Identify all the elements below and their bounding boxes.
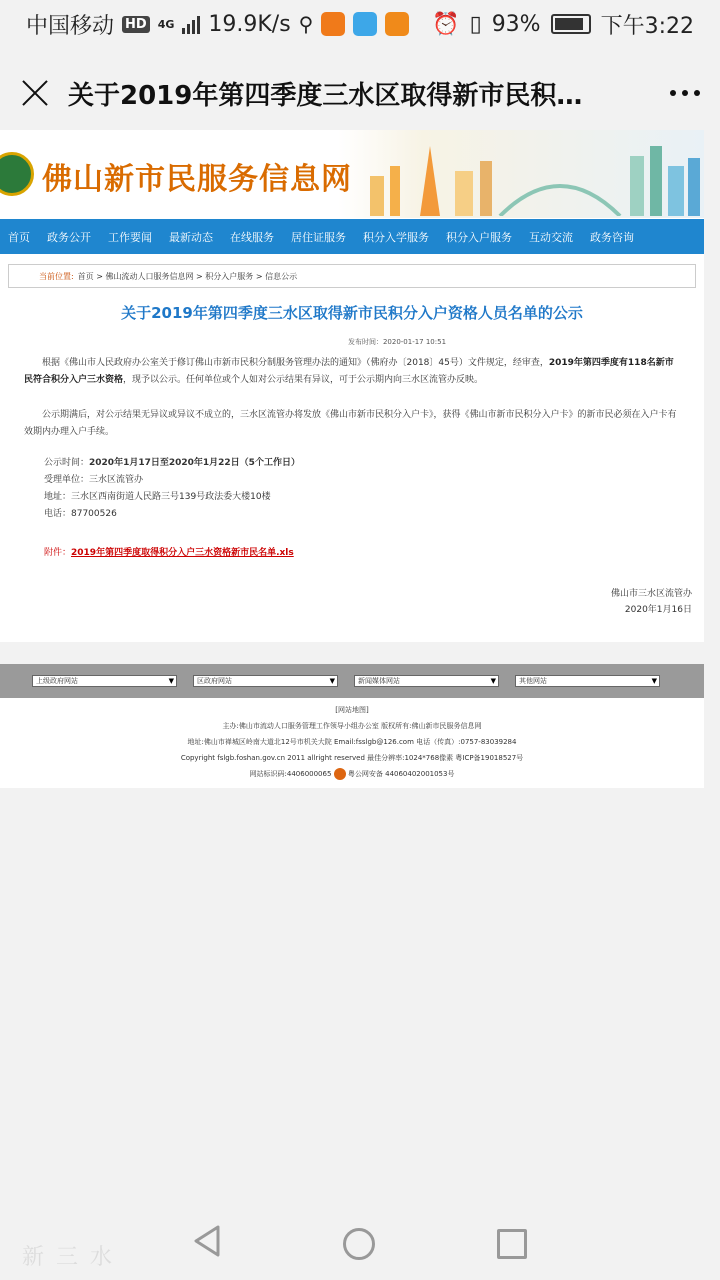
select-other-sites[interactable]: 其他网站 ▼ xyxy=(515,675,660,687)
article-paragraph-2 xyxy=(0,407,704,441)
links-selector-bar xyxy=(0,664,704,698)
alarm-icon: ⏰ xyxy=(432,11,460,37)
select-district-gov[interactable]: 区政府网站 ▼ xyxy=(193,675,338,687)
system-nav-bar xyxy=(0,1202,720,1280)
nav-work-news[interactable]: 工作要闻 xyxy=(108,230,152,244)
nav-residence-permit[interactable]: 居住证服务 xyxy=(291,230,346,244)
footer-site-id: 网站标识码:4406000065 xyxy=(249,770,332,778)
footer-line-3: Copyright fslgb.foshan.gov.cn 2011 allright reserved 最佳分辨率:1024*768像素 粤ICP备19018527号 xyxy=(180,754,524,762)
site-banner xyxy=(0,130,704,218)
footer-line-2: 地址:佛山市禅城区岭南大道北12号市机关大院 Email:fsslgb@126.com 电话（传真）:0757-83039284 xyxy=(187,738,517,746)
breadcrumb-path[interactable]: 首页 > 佛山流动人口服务信息网 > 积分入户服务 > 信息公示 xyxy=(77,271,298,281)
attachment-link[interactable]: 2019年第四季度取得积分入户三水资格新市民名单.xls xyxy=(71,548,294,558)
attachment xyxy=(0,545,704,558)
paper-plane-icon xyxy=(353,12,377,36)
net-speed: 19.9K/s xyxy=(208,11,291,37)
recents-icon[interactable] xyxy=(497,1229,527,1259)
attachment-label: 附件： xyxy=(44,548,72,558)
signal-icon xyxy=(182,14,200,34)
breadcrumb xyxy=(8,264,696,288)
back-icon[interactable] xyxy=(192,1224,222,1258)
nav-points-hukou[interactable]: 积分入户服务 xyxy=(446,230,512,244)
p1-text: 根据《佛山市人民政府办公室关于修订佛山市新市民积分制服务管理办法的通知》（佛府办〔2018〕45号）文件规定，经审查， xyxy=(42,358,549,368)
select-superior-gov[interactable]: 上级政府网站 ▼ xyxy=(32,675,177,687)
key-icon: ⚲ xyxy=(298,12,314,36)
browser-title-bar xyxy=(0,48,720,138)
article-paragraph-1 xyxy=(0,355,704,389)
nav-online-service[interactable]: 在线服务 xyxy=(230,230,274,244)
p1-bold: 2019年第四季度有118名新市民符合积分入户三水资格 xyxy=(24,358,674,385)
sign-date: 2020年1月16日 xyxy=(624,605,692,615)
site-name: 佛山新市民服务信息网 xyxy=(42,162,352,197)
unit-line: 受理单位：三水区流管办 xyxy=(44,475,144,485)
footer-line-1: 主办:佛山市流动人口服务管理工作领导小组办公室 版权所有:佛山新市民服务信息网 xyxy=(222,722,482,730)
site-footer xyxy=(0,664,704,788)
battery-percent: 93% xyxy=(491,11,541,37)
nav-latest[interactable]: 最新动态 xyxy=(169,230,213,244)
breadcrumb-label: 当前位置: xyxy=(39,271,74,281)
p1-text-end: ，现予以公示。任何单位或个人如对公示结果有异议，可于公示期内向三水区流管办反映。 xyxy=(123,375,484,385)
nav-home[interactable]: 首页 xyxy=(8,230,30,244)
sign-org: 佛山市三水区流管办 xyxy=(610,589,692,599)
watermark-text: 新三水 xyxy=(22,1245,125,1270)
period-label: 公示时间： xyxy=(44,458,90,468)
page-title: 关于2019年第四季度三水区取得新市民积… xyxy=(68,80,583,111)
p2-text: 公示期满后，对公示结果无异议或异议不成立的，三水区流管办将发放《佛山市新市民积分入户卡》，获得《佛山市新市民积分入户卡》的新市民必须在入户卡有效期内办理入户手续。 xyxy=(24,410,677,437)
uc-browser-icon xyxy=(321,12,345,36)
period-value: 2020年1月17日至2020年1月22日（5个工作日） xyxy=(89,458,300,468)
phone-line: 电话：87700526 xyxy=(44,509,117,519)
sitemap-link[interactable]: [网站地图] xyxy=(335,706,369,714)
hd-badge: HD xyxy=(122,16,150,33)
police-emblem-icon xyxy=(334,768,346,780)
article-title: 关于2019年第四季度三水区取得新市民积分入户资格人员名单的公示 xyxy=(121,304,583,322)
close-icon[interactable] xyxy=(20,78,50,108)
more-options-icon[interactable] xyxy=(670,90,700,96)
site-logo-icon xyxy=(0,152,34,196)
network-type: 4G xyxy=(157,17,175,31)
nav-interaction[interactable]: 互动交流 xyxy=(529,230,573,244)
main-nav xyxy=(0,218,704,254)
footer-text xyxy=(0,698,704,788)
status-bar xyxy=(0,0,720,48)
nav-consult[interactable]: 政务咨询 xyxy=(590,230,634,244)
notice-info xyxy=(0,455,704,523)
address-line: 地址：三水区西南街道人民路三号139号政法委大楼10楼 xyxy=(44,492,271,502)
skyline-illustration xyxy=(360,136,704,216)
home-icon[interactable] xyxy=(343,1228,375,1260)
clock: 下午3:22 xyxy=(600,13,694,39)
nav-points-school[interactable]: 积分入学服务 xyxy=(363,230,429,244)
publish-time: 发布时间：2020-01-17 10:51 xyxy=(347,338,447,346)
battery-icon xyxy=(551,14,591,34)
vibrate-icon: ▯ xyxy=(469,11,482,37)
carrier-label: 中国移动 xyxy=(26,13,115,39)
nav-gov-affairs[interactable]: 政务公开 xyxy=(47,230,91,244)
footer-police-record: 粤公网安备 44060402001053号 xyxy=(347,770,455,778)
video-app-icon xyxy=(385,12,409,36)
web-content xyxy=(0,130,704,642)
select-news-media[interactable]: 新闻媒体网站 ▼ xyxy=(354,675,499,687)
signature xyxy=(0,586,704,642)
